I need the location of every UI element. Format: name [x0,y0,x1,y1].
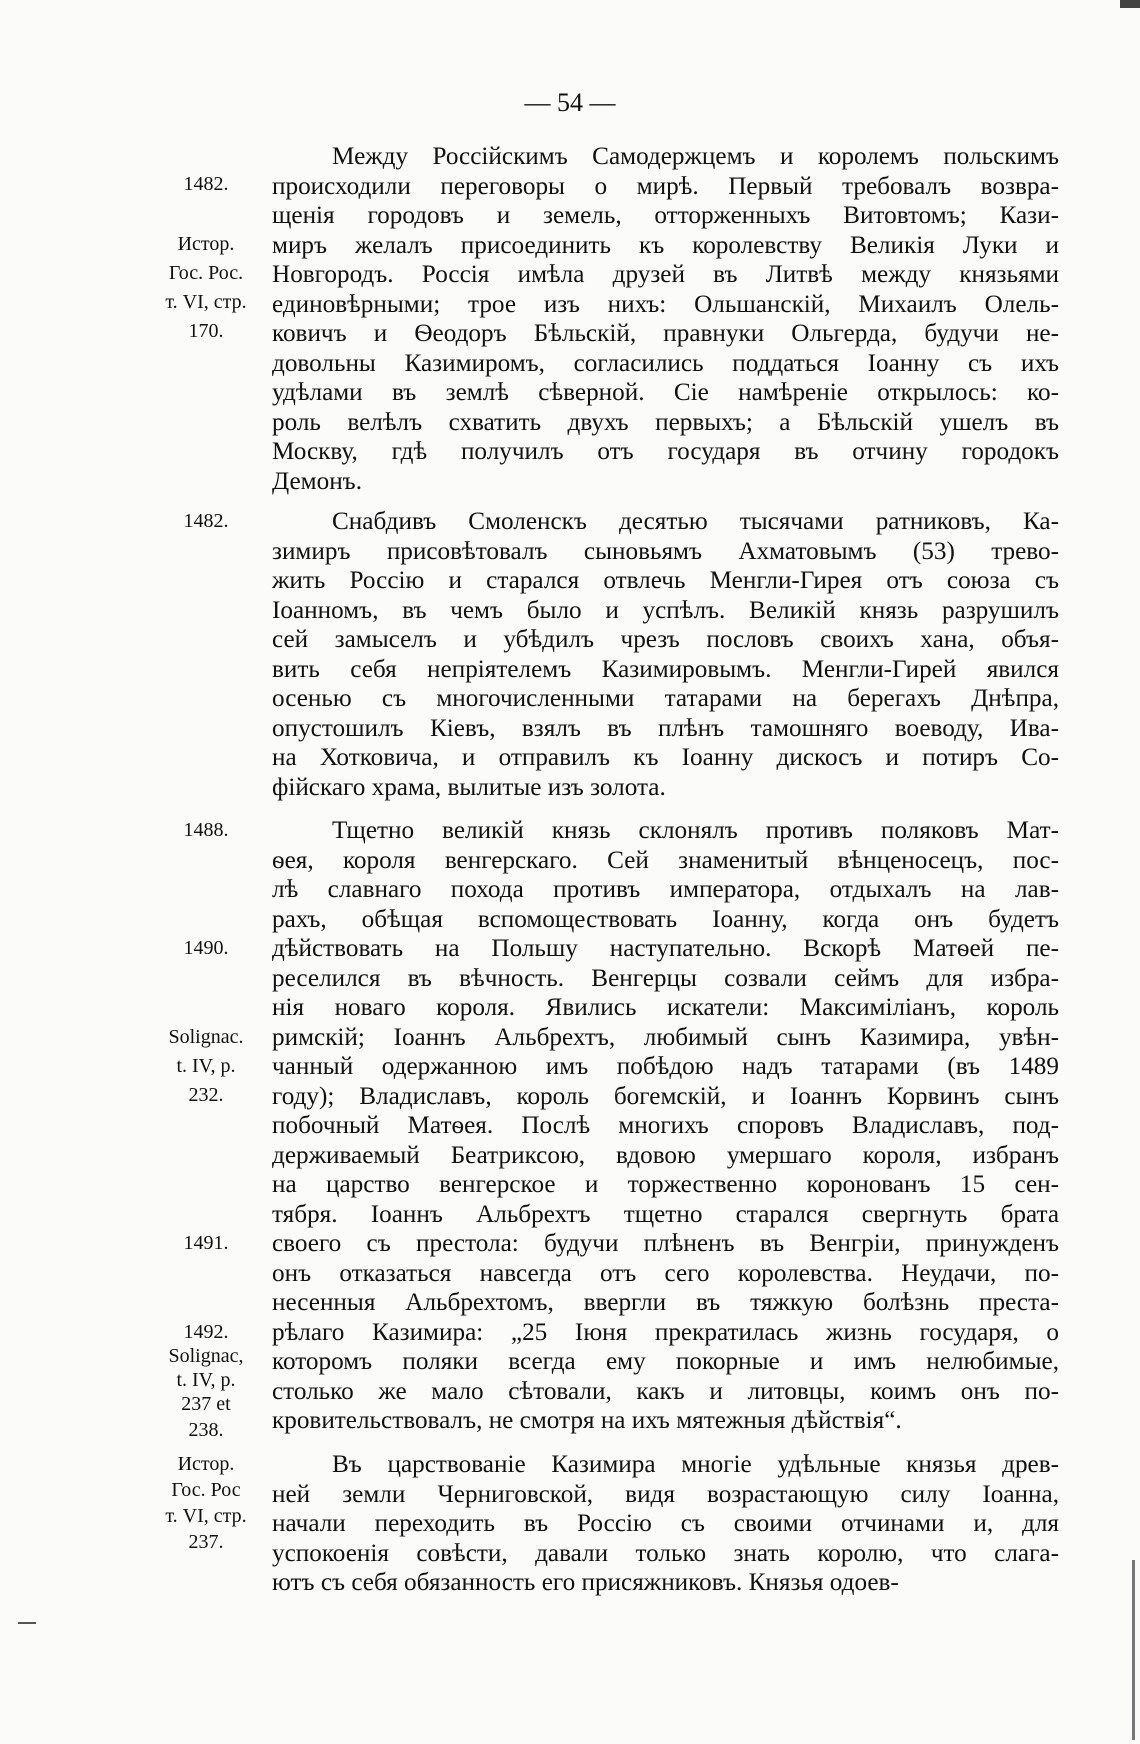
paragraph [272,507,1059,802]
text-line: Снабдивъ Смоленскъ десятью тысячами ратниковъ, Ка- [332,508,1059,535]
text-line: фійскаго храма, вылитые изъ золота. [272,773,666,801]
text-line: сей замыселъ и убѣдилъ чрезъ пословъ своихъ хана, объя- [272,626,1059,653]
text-line: своего съ престола: будучи плѣненъ въ Венгріи, принужденъ [272,1230,1059,1257]
text-line: чанный одержанною имъ побѣдою надъ татарами (въ 1489 [272,1053,1059,1080]
paragraph [272,816,1059,1436]
text-line: столько же мало сѣтовали, какъ и литовцы, коимъ онъ по- [272,1377,1059,1405]
margin-note: Истор. [177,1453,235,1475]
paragraph [272,142,1059,496]
text-line: Москву, гдѣ получилъ отъ государя въ отчину городокъ [272,438,1059,465]
text-line: ютъ съ себя обязанность его присяжниковъ. Князья одоев- [272,1569,899,1596]
text-line: вить себя непріятелемъ Казимировымъ. Менгли-Гирей явился [272,655,1059,683]
margin-note: Solignac. [168,1026,244,1048]
margin-note: 237 et [181,1393,231,1415]
paragraph [272,1450,1059,1598]
margin-note: Solignac, [168,1345,244,1367]
text-line: зимиръ присовѣтовалъ сыновьямъ Ахматовымъ (53) трево- [272,537,1059,565]
margin-note: 238. [188,1419,224,1441]
margin-note: 232. [188,1084,224,1106]
margin-note: Гос. Рос [171,1479,241,1501]
text-line: римскій; Іоаннъ Альбрехтъ, любимый сынъ Казимира, увѣн- [272,1023,1059,1051]
margin-note: 1491. [183,1232,229,1254]
text-line: осенью съ многочисленными татарами на берегахъ Днѣпра, [272,685,1059,712]
text-line: довольны Казимиромъ, согласились поддаться Іоанну съ ихъ [272,349,1059,377]
text-line: Тщетно великій князь склонялъ противъ поляковъ Мат- [332,817,1059,844]
margin-note: 1492. [183,1321,229,1343]
text-line: ѳея, короля венгерскаго. Сей знаменитый вѣнценосецъ, пос- [272,846,1059,874]
margin-note: т. VI, стр. [165,1505,247,1527]
text-line: миръ желалъ присоединить къ королевству Великія Луки и [272,231,1059,259]
scan-speck [18,1622,36,1624]
text-line: жить Россію и старался отвлечь Менгли-Гирея отъ союза съ [272,567,1059,594]
text-line: начали переходить въ Россію съ своими отчинами и, для [272,1510,1059,1537]
text-line: рѣлаго Казимира: „25 Іюня прекратилась жизнь государя, о [272,1318,1059,1346]
text-line: году); Владиславъ, король богемскій, и Іоаннъ Корвинъ сынъ [272,1082,1059,1110]
margin-note: t. IV, p. [176,1055,236,1077]
margin-note: 170. [188,320,224,342]
text-line: опустошилъ Кіевъ, взялъ въ плѣнъ тамошняго воеводу, Ива- [272,714,1059,742]
scan-speck [1120,0,1140,8]
text-line: держиваемый Беатриксою, вдовою умершаго короля, избранъ [272,1141,1059,1169]
text-line: роль велѣлъ схватить двухъ первыхъ; а Бѣльскій ушелъ въ [272,408,1059,436]
text-line: реселился въ вѣчность. Венгерцы созвали сеймъ для избра- [272,964,1059,992]
text-line: Между Россійскимъ Самодержцемъ и королемъ польскимъ [332,143,1059,170]
text-line: которомъ поляки всегда ему покорные и имъ нелюбимые, [272,1348,1059,1375]
text-line: дѣйствовать на Польшу наступательно. Вскорѣ Матѳей пе- [272,935,1059,962]
text-line: ковичъ и Ѳеодоръ Бѣльскій, правнуки Ольгерда, будучи не- [272,320,1059,347]
text-line: Въ царствованіе Казимира многіе удѣльные князья древ- [332,1451,1059,1478]
margin-note: 1490. [183,937,229,959]
text-line: удѣлами въ землѣ сѣверной. Сіе намѣреніе открылось: ко- [272,379,1059,406]
text-line: лѣ славнаго похода противъ императора, отдыхалъ на лав- [272,876,1059,903]
text-line: единовѣрными; трое изъ нихъ: Ольшанскій, Михаилъ Олель- [272,290,1059,318]
margin-note: 1482. [183,510,229,532]
text-line: происходили переговоры о мирѣ. Первый требовалъ возвра- [272,172,1059,200]
text-line: щенія городовъ и земель, отторженныхъ Витовтомъ; Кази- [272,202,1059,229]
text-line: Іоанномъ, въ чемъ было и успѣлъ. Великій князь разрушилъ [272,596,1059,624]
scan-speck [1132,1560,1135,1740]
margin-note: 1488. [183,819,229,841]
text-line: тября. Іоаннъ Альбрехтъ тщетно старался свергнуть брата [272,1200,1059,1228]
margin-note: т. VI, стр. [165,291,247,313]
text-line: побочный Матѳея. Послѣ многихъ споровъ Владиславъ, под- [272,1112,1059,1139]
text-line: ней земли Черниговской, видя возрастающую силу Іоанна, [272,1480,1059,1508]
text-line: Новгородъ. Россія имѣла друзей въ Литвѣ между князьями [272,261,1059,288]
margin-note: t. IV, p. [176,1369,236,1391]
text-line: онъ отказаться навсегда отъ сего королевства. Неудачи, по- [272,1259,1059,1287]
text-line: Демонъ. [272,467,363,495]
text-line: нія новаго короля. Явились искатели: Максиміліанъ, король [272,994,1059,1021]
margin-note: 237. [188,1531,224,1553]
text-line: несенныя Альбрехтомъ, ввергли въ тяжкую болѣзнь преста- [272,1289,1059,1316]
text-line: на царство венгерское и торжественно коронованъ 15 сен- [272,1171,1059,1198]
margin-note: Гос. Рос. [168,262,244,284]
page-number: — 54 — [524,88,616,117]
text-line: кровительствовалъ, не смотря на ихъ мятежныя дѣйствія“. [272,1407,902,1434]
text-line: успокоенія совѣсти, давали только знать королю, что слага- [272,1539,1059,1567]
margin-note: 1482. [183,173,229,195]
text-line: на Хотковича, и отправилъ къ Іоанну дискосъ и потиръ Со- [272,744,1059,771]
margin-note: Истор. [177,233,235,255]
text-line: рахъ, обѣщая вспомоществовать Іоанну, когда онъ будетъ [272,905,1059,933]
